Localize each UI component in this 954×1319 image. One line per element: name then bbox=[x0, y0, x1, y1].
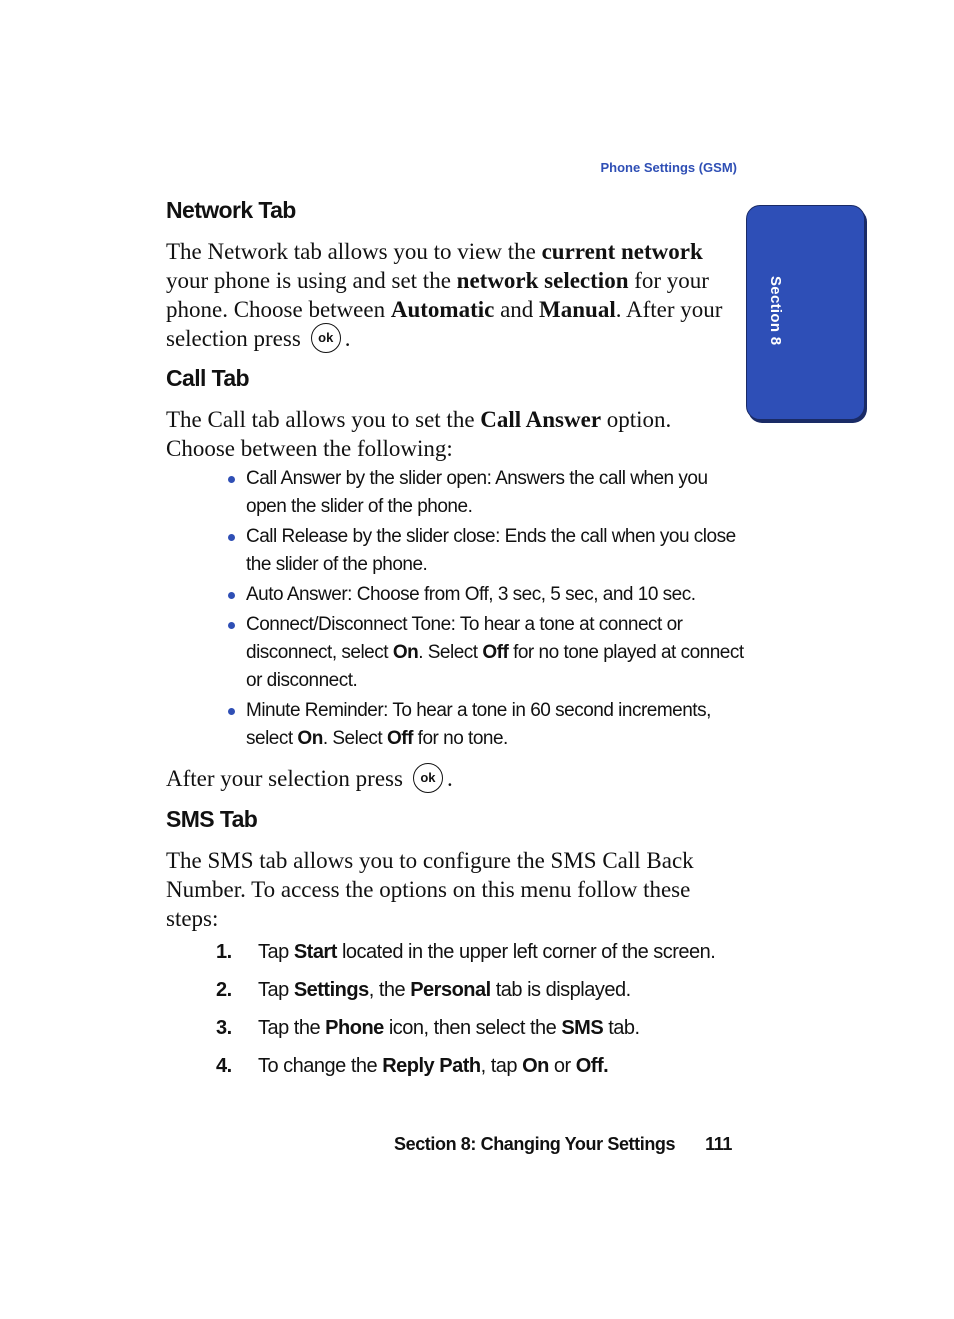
network-tab-heading: Network Tab bbox=[166, 197, 296, 223]
page-number: 111 bbox=[705, 1134, 732, 1154]
section-tab-label: Section 8 bbox=[767, 276, 784, 346]
bullet-dot-icon bbox=[228, 708, 235, 715]
call-options-list bbox=[226, 465, 746, 753]
call-tab-paragraph: The Call tab allows you to set the Call Answer option. Choose between the following: bbox=[166, 407, 672, 461]
list-item: 4. To change the Reply Path, tap On or Off. bbox=[216, 1055, 609, 1077]
footer-section-title: Section 8: Changing Your Settings bbox=[393, 1134, 676, 1154]
page-footer bbox=[394, 1134, 732, 1155]
call-tab-heading: Call Tab bbox=[166, 365, 249, 391]
running-header: Phone Settings (GSM) bbox=[600, 160, 737, 175]
bullet-dot-icon bbox=[228, 592, 235, 599]
bullet-dot-icon bbox=[228, 534, 235, 541]
bullet-dot-icon bbox=[228, 622, 235, 629]
list-item: Auto Answer: Choose from Off, 3 sec, 5 sec, and 10 sec. bbox=[226, 581, 746, 609]
section-tab bbox=[746, 205, 865, 420]
list-item: 3. Tap the Phone icon, then select the SMS tab. bbox=[216, 1017, 640, 1039]
list-item: Minute Reminder: To hear a tone in 60 second increments, select On. Select Off for no tone. bbox=[226, 697, 746, 753]
list-item: 2. Tap Settings, the Personal tab is displayed. bbox=[216, 979, 631, 1001]
list-item: Call Answer by the slider open: Answers the call when you open the slider of the phone. bbox=[226, 465, 746, 521]
network-tab-paragraph: The Network tab allows you to view the current network your phone is using and set the network selection for your phone. Choose between Automatic and Manual. After your selection press ok . bbox=[166, 239, 723, 351]
ok-key-icon: ok bbox=[413, 763, 443, 793]
bullet-dot-icon bbox=[228, 476, 235, 483]
call-after-selection: After your selection press ok . bbox=[166, 764, 736, 796]
sms-tab-paragraph: The SMS tab allows you to configure the SMS Call Back Number. To access the options on this menu follow these steps: bbox=[166, 848, 694, 931]
sms-steps-list bbox=[216, 939, 746, 1080]
list-item: Connect/Disconnect Tone: To hear a tone at connect or disconnect, select On. Select Off for no tone played at connect or disconnect. bbox=[226, 611, 746, 695]
sms-tab-heading: SMS Tab bbox=[166, 806, 258, 832]
list-item: 1. Tap Start located in the upper left corner of the screen. bbox=[216, 941, 716, 963]
ok-key-icon: ok bbox=[311, 323, 341, 353]
list-item: Call Release by the slider close: Ends the call when you close the slider of the phone. bbox=[226, 523, 746, 579]
